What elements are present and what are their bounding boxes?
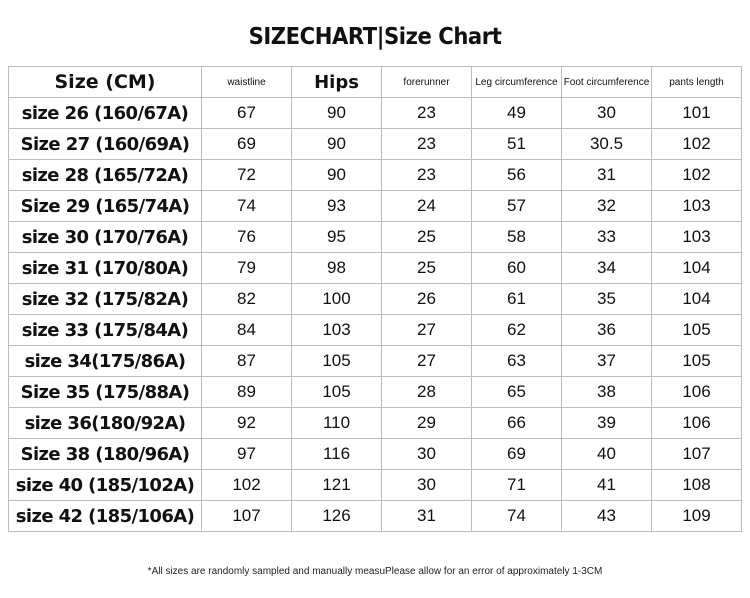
cell-hips: 126 — [292, 501, 382, 532]
cell-forerunner: 29 — [382, 408, 472, 439]
cell-pants-length: 102 — [652, 129, 742, 160]
cell-size: size 30 (170/76A) — [9, 222, 202, 253]
cell-hips: 103 — [292, 315, 382, 346]
header-waistline: waistline — [202, 67, 292, 98]
cell-leg-circumference: 58 — [472, 222, 562, 253]
table-row — [9, 191, 742, 222]
cell-foot-circumference: 31 — [562, 160, 652, 191]
cell-foot-circumference: 30 — [562, 98, 652, 129]
cell-leg-circumference: 60 — [472, 253, 562, 284]
table-row — [9, 315, 742, 346]
table-row — [9, 253, 742, 284]
cell-hips: 116 — [292, 439, 382, 470]
cell-leg-circumference: 63 — [472, 346, 562, 377]
cell-hips: 95 — [292, 222, 382, 253]
cell-waistline: 67 — [202, 98, 292, 129]
header-pants-length: pants length — [652, 67, 742, 98]
cell-foot-circumference: 41 — [562, 470, 652, 501]
cell-foot-circumference: 35 — [562, 284, 652, 315]
cell-foot-circumference: 40 — [562, 439, 652, 470]
table-row — [9, 439, 742, 470]
table-row — [9, 377, 742, 408]
footnote: *All sizes are randomly sampled and manually measuPlease allow for an error of approximately 1-3CM — [147, 566, 603, 577]
cell-leg-circumference: 61 — [472, 284, 562, 315]
cell-forerunner: 30 — [382, 439, 472, 470]
cell-leg-circumference: 57 — [472, 191, 562, 222]
size-chart-table — [8, 66, 742, 532]
cell-leg-circumference: 56 — [472, 160, 562, 191]
cell-pants-length: 106 — [652, 377, 742, 408]
cell-hips: 110 — [292, 408, 382, 439]
cell-foot-circumference: 30.5 — [562, 129, 652, 160]
cell-waistline: 74 — [202, 191, 292, 222]
cell-pants-length: 109 — [652, 501, 742, 532]
cell-size: size 36(180/92A) — [9, 408, 202, 439]
header-forerunner: forerunner — [382, 67, 472, 98]
cell-size: size 32 (175/82A) — [9, 284, 202, 315]
cell-forerunner: 23 — [382, 98, 472, 129]
cell-leg-circumference: 69 — [472, 439, 562, 470]
cell-forerunner: 25 — [382, 253, 472, 284]
cell-waistline: 97 — [202, 439, 292, 470]
cell-size: size 34(175/86A) — [9, 346, 202, 377]
cell-foot-circumference: 36 — [562, 315, 652, 346]
cell-pants-length: 104 — [652, 284, 742, 315]
cell-forerunner: 31 — [382, 501, 472, 532]
cell-pants-length: 101 — [652, 98, 742, 129]
cell-pants-length: 103 — [652, 222, 742, 253]
cell-size: size 26 (160/67A) — [9, 98, 202, 129]
cell-pants-length: 108 — [652, 470, 742, 501]
cell-pants-length: 107 — [652, 439, 742, 470]
cell-hips: 121 — [292, 470, 382, 501]
table-row — [9, 501, 742, 532]
cell-pants-length: 102 — [652, 160, 742, 191]
cell-forerunner: 30 — [382, 470, 472, 501]
cell-leg-circumference: 51 — [472, 129, 562, 160]
cell-foot-circumference: 34 — [562, 253, 652, 284]
header-leg-circumference: Leg circumference — [472, 67, 562, 98]
cell-hips: 105 — [292, 346, 382, 377]
cell-size: size 28 (165/72A) — [9, 160, 202, 191]
table-row — [9, 470, 742, 501]
cell-pants-length: 104 — [652, 253, 742, 284]
table-row — [9, 98, 742, 129]
cell-size: Size 29 (165/74A) — [9, 191, 202, 222]
header-size: Size (CM) — [9, 67, 202, 98]
cell-size: Size 38 (180/96A) — [9, 439, 202, 470]
cell-forerunner: 27 — [382, 346, 472, 377]
cell-forerunner: 28 — [382, 377, 472, 408]
cell-foot-circumference: 39 — [562, 408, 652, 439]
cell-waistline: 107 — [202, 501, 292, 532]
cell-forerunner: 26 — [382, 284, 472, 315]
cell-forerunner: 23 — [382, 129, 472, 160]
cell-leg-circumference: 49 — [472, 98, 562, 129]
cell-hips: 90 — [292, 129, 382, 160]
table-row — [9, 346, 742, 377]
cell-leg-circumference: 62 — [472, 315, 562, 346]
cell-waistline: 69 — [202, 129, 292, 160]
cell-waistline: 87 — [202, 346, 292, 377]
cell-foot-circumference: 37 — [562, 346, 652, 377]
cell-foot-circumference: 38 — [562, 377, 652, 408]
cell-waistline: 72 — [202, 160, 292, 191]
cell-size: Size 27 (160/69A) — [9, 129, 202, 160]
cell-waistline: 89 — [202, 377, 292, 408]
cell-waistline: 92 — [202, 408, 292, 439]
cell-forerunner: 23 — [382, 160, 472, 191]
cell-foot-circumference: 43 — [562, 501, 652, 532]
header-hips: Hips — [292, 67, 382, 98]
table-row — [9, 160, 742, 191]
cell-size: size 33 (175/84A) — [9, 315, 202, 346]
table-row — [9, 284, 742, 315]
cell-waistline: 82 — [202, 284, 292, 315]
cell-pants-length: 105 — [652, 346, 742, 377]
table-row — [9, 222, 742, 253]
cell-pants-length: 106 — [652, 408, 742, 439]
cell-hips: 90 — [292, 98, 382, 129]
cell-leg-circumference: 66 — [472, 408, 562, 439]
cell-size: size 31 (170/80A) — [9, 253, 202, 284]
cell-hips: 105 — [292, 377, 382, 408]
cell-waistline: 102 — [202, 470, 292, 501]
table-header-row — [9, 67, 742, 98]
cell-hips: 93 — [292, 191, 382, 222]
page-title: SIZECHART|Size Chart — [248, 24, 502, 50]
cell-foot-circumference: 33 — [562, 222, 652, 253]
cell-forerunner: 25 — [382, 222, 472, 253]
cell-waistline: 79 — [202, 253, 292, 284]
cell-hips: 98 — [292, 253, 382, 284]
table-row — [9, 408, 742, 439]
cell-leg-circumference: 74 — [472, 501, 562, 532]
cell-forerunner: 27 — [382, 315, 472, 346]
cell-size: size 42 (185/106A) — [9, 501, 202, 532]
cell-waistline: 76 — [202, 222, 292, 253]
cell-leg-circumference: 71 — [472, 470, 562, 501]
cell-hips: 100 — [292, 284, 382, 315]
cell-leg-circumference: 65 — [472, 377, 562, 408]
cell-hips: 90 — [292, 160, 382, 191]
cell-forerunner: 24 — [382, 191, 472, 222]
cell-size: size 40 (185/102A) — [9, 470, 202, 501]
cell-pants-length: 105 — [652, 315, 742, 346]
header-foot-circumference: Foot circumference — [562, 67, 652, 98]
table-row — [9, 129, 742, 160]
cell-foot-circumference: 32 — [562, 191, 652, 222]
cell-size: Size 35 (175/88A) — [9, 377, 202, 408]
cell-pants-length: 103 — [652, 191, 742, 222]
cell-waistline: 84 — [202, 315, 292, 346]
